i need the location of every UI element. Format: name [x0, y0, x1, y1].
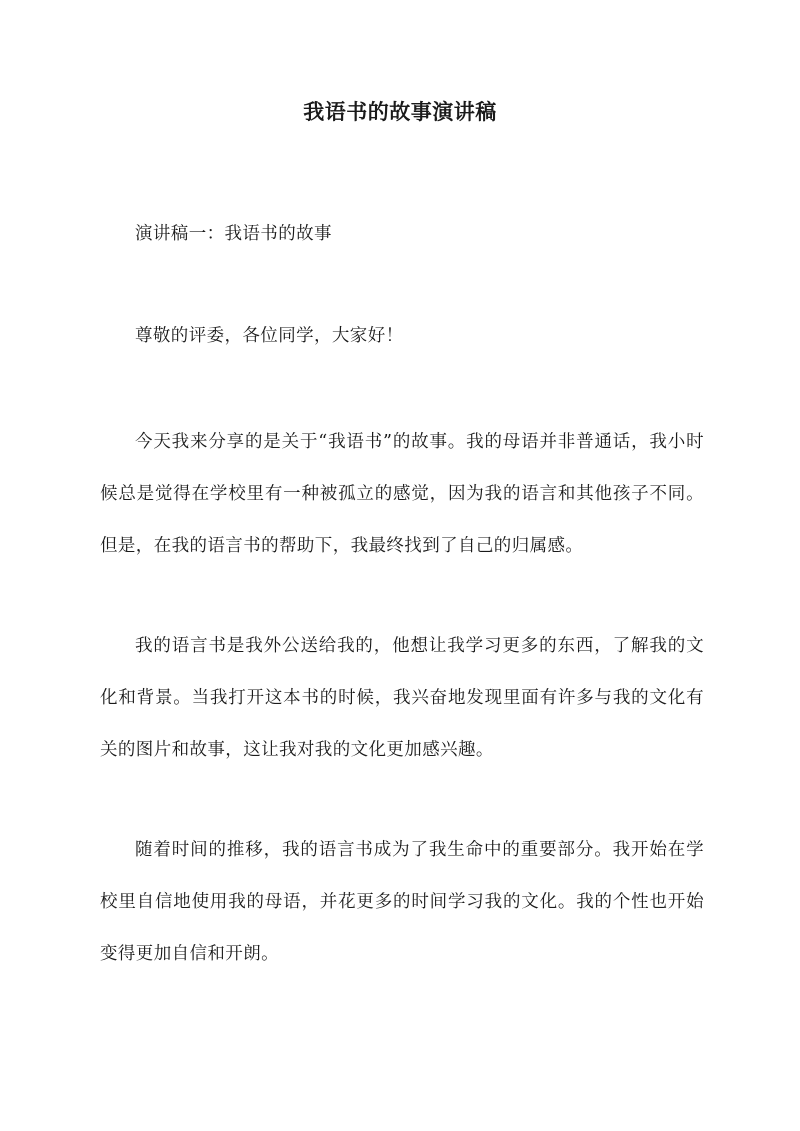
section-heading: 演讲稿一：我语书的故事 [135, 224, 332, 244]
document-title: 我语书的故事演讲稿 [303, 99, 497, 124]
greeting-paragraph: 尊敬的评委，各位同学，大家好！ [135, 326, 404, 346]
body-paragraph: 我的语言书是我外公送给我的，他想让我学习更多的东西，了解我的文化和背景。当我打开这本书的时候，我兴奋地发现里面有许多与我的文化有关的图片和故事，这让我对我的文化更加感兴趣。 [100, 636, 704, 760]
body-paragraph: 随着时间的推移，我的语言书成为了我生命中的重要部分。我开始在学校里自信地使用我的母语，并花更多的时间学习我的文化。我的个性也开始变得更加自信和开朗。 [100, 840, 704, 964]
body-paragraph: 今天我来分享的是关于“我语书”的故事。我的母语并非普通话，我小时候总是觉得在学校里有一种被孤立的感觉，因为我的语言和其他孩子不同。但是，在我的语言书的帮助下，我最终找到了自己的归属感。 [100, 432, 704, 556]
